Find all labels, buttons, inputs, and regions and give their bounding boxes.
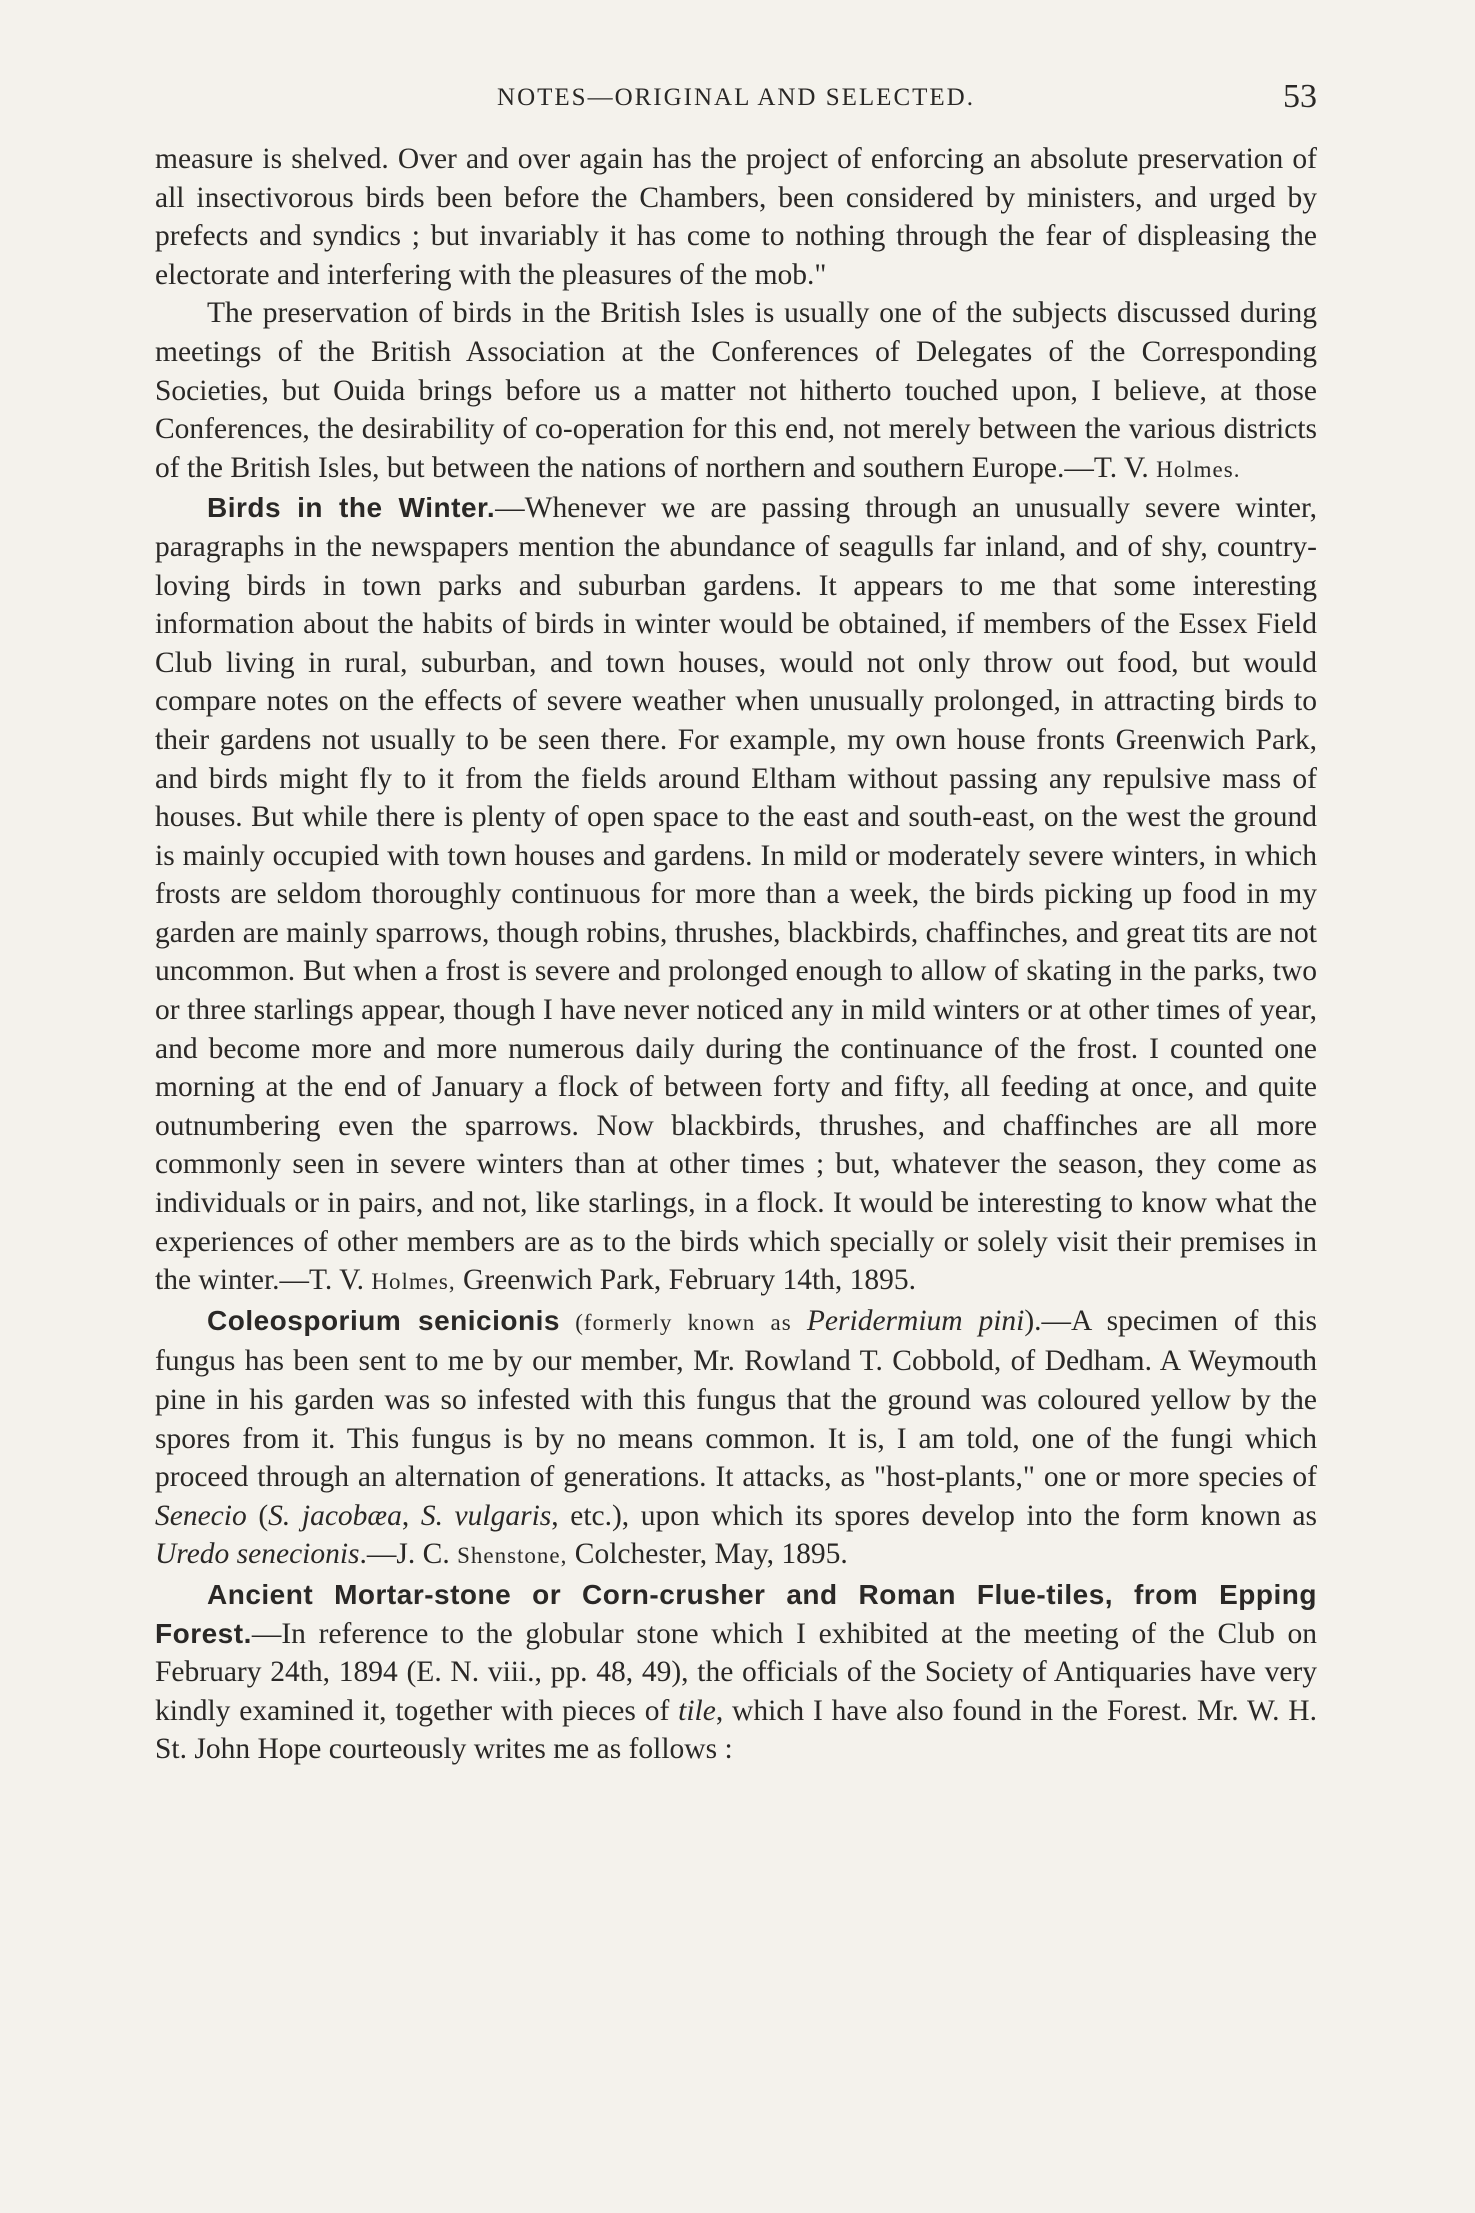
note-mortar-stone — [155, 1576, 1317, 1769]
species-jacobaea: S. jacobæa — [268, 1499, 402, 1532]
author-holmes-winter: Holmes, — [371, 1269, 456, 1295]
author-holmes: Holmes. — [1156, 456, 1241, 482]
signoff-coleosporium: Colchester, May, 1895. — [567, 1538, 848, 1571]
note-text-coleosporium-c: , — [401, 1499, 421, 1532]
formerly-known-as: (formerly known as — [559, 1309, 807, 1335]
note-text-coleosporium-b: ( — [246, 1499, 269, 1532]
note-text-coleosporium-e: .—J. C. — [359, 1538, 458, 1571]
note-text-birds-in-winter: —Whenever we are passing through an unusually severe winter, paragraphs in the newspapers mention the abundance of seagulls far inland, and of shy, country-loving birds in town parks and suburban gardens. It appears to me that some interesting information about the habits of birds in winter would be obtained, if members of the Essex Field Club living in rural, suburban, and town houses, would not only throw out food, but would compare notes on the effects of severe weather when unusually prolonged, in attracting birds to their gardens not usually to be seen there. For example, my own house fronts Greenwich Park, and birds might fly to it from the fields around Eltham without passing any repulsive mass of houses. But while there is plenty of open space to the east and south-east, on the west the ground is mainly occupied with town houses and gardens. In mild or moderately severe winters, in which frosts are seldom thoroughly continuous for more than a week, the birds picking up food in my garden are mainly sparrows, though robins, thrushes, blackbirds, chaffinches, and great tits are not uncommon. But when a frost is severe and prolonged enough to allow of skating in the parks, two or three starlings appear, though I have never noticed any in mild winters or at other times of year, and become more and more numerous daily during the continuance of the frost. I counted one morning at the end of January a flock of between forty and fifty, all feeding at once, and quite outnumbering even the sparrows. Now blackbirds, thrushes, and chaffinches are all more commonly seen in severe winters than at other times ; but, whatever the season, they come as individuals or in pairs, and not, like starlings, in a flock. It would be interesting to know what the experiences of other members are as to the birds which specially or solely visit their premises in the winter.—T. V. — [155, 492, 1318, 1297]
running-title: NOTES—ORIGINAL AND SELECTED. — [497, 84, 975, 111]
paragraph-preservation — [155, 294, 1317, 489]
note-heading-mortar-stone: Ancient Mortar-stone or Corn-crusher and Roman Flue-tiles, from Epping Forest. — [155, 1578, 1317, 1649]
paragraph-continuation-text: measure is shelved. Over and over again has the project of enforcing an absolute preservation of all insectivorous birds been before the Chambers, been considered by ministers, and urged by prefects and syndics ; but invariably it has come to nothing through the fear of displeasing the electorate and interfering with the pleasures of the mob." — [155, 143, 1317, 291]
paragraph-continuation — [155, 140, 1317, 294]
note-heading-birds-in-winter: Birds in the Winter. — [207, 492, 496, 524]
signoff-winter: Greenwich Park, February 14th, 1895. — [455, 1264, 917, 1297]
note-birds-in-winter — [155, 489, 1317, 1301]
species-vulgaris: S. vulgaris — [420, 1499, 552, 1532]
old-name-peridermium: Peridermium pini — [806, 1304, 1025, 1337]
page-number: 53 — [1283, 78, 1317, 115]
note-text-mortar-b: , which I have also found in the Forest. Mr. W. H. St. John Hope courteously writes me as follows : — [155, 1694, 1317, 1766]
page — [155, 78, 1317, 1769]
form-uredo: Uredo senecionis — [155, 1538, 360, 1571]
author-shenstone: Shenstone, — [457, 1543, 568, 1569]
note-text-mortar-a: —In reference to the globular stone which I exhibited at the meeting of the Club on February 24th, 1894 (E. N. viii., pp. 48, 49), the officials of the Society of Antiquaries have very kindly examined it, together with pieces of — [155, 1617, 1317, 1727]
note-text-coleosporium-d: , etc.), upon which its spores develop into the form known as — [551, 1499, 1318, 1532]
paragraph-preservation-text: The preservation of birds in the British Isles is usually one of the subjects discussed during meetings of the British Association at the Conferences of Delegates of the Corresponding Societies, but Ouida brings before us a matter not hitherto touched upon, I believe, at those Conferences, the desirability of co-operation for this end, not merely between the various districts of the British Isles, but between the nations of northern and southern Europe.—T. V. — [155, 297, 1317, 484]
note-text-coleosporium-a: ).—A specimen of this fungus has been sent to me by our member, Mr. Rowland T. Cobbold, of Dedham. A Weymouth pine in his garden was so infested with this fungus that the ground was coloured yellow by the spores from it. This fungus is by no means common. It is, I am told, one of the fungi which proceed through an alternation of generations. It attacks, as "host-plants," one or more species of — [155, 1304, 1317, 1494]
note-coleosporium — [155, 1302, 1317, 1576]
genus-senecio: Senecio — [155, 1499, 247, 1532]
running-head — [155, 78, 1317, 122]
tile-word: tile — [678, 1694, 716, 1727]
note-heading-coleosporium: Coleosporium senicionis — [207, 1304, 560, 1336]
